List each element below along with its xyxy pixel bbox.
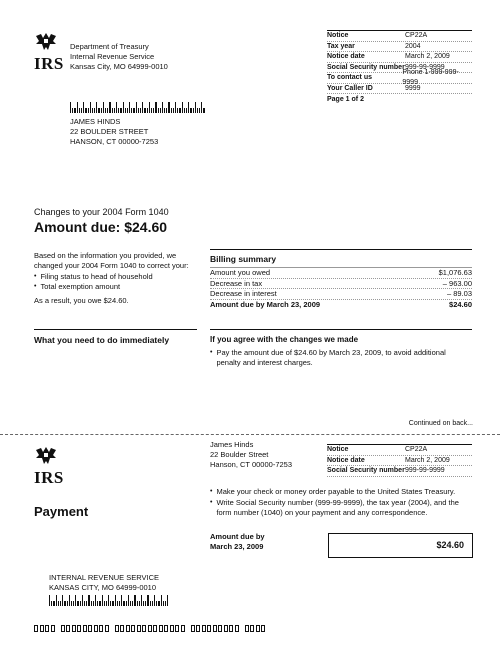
ocr-char [115,625,119,632]
barcode-bar [80,601,81,606]
barcode-bar [164,108,165,113]
ocr-char [45,625,49,632]
barcode-bar [168,102,169,113]
barcode-bar [128,595,129,606]
barcode-bar [67,601,68,606]
intro-text-block [34,251,194,306]
due-label-line: Amount due by [210,532,265,541]
barcode-bar [92,108,93,113]
barcode-bar [95,595,96,606]
ocr-char [34,625,38,632]
ocr-char [159,625,163,632]
barcode-bar [147,595,148,606]
ocr-char [175,625,179,632]
barcode-bar [69,595,70,606]
ocr-char [207,625,211,632]
notice-info-table [327,30,472,104]
irs-postal-barcode [49,595,168,606]
barcode-bar [103,102,104,113]
barcode-bar [75,595,76,606]
eagle-icon [34,32,58,52]
barcode-bar [150,601,151,606]
barcode-bar [165,601,166,606]
barcode-bar [127,108,128,113]
barcode-bar [96,102,97,113]
barcode-bar [101,108,102,113]
barcode-bar [156,601,157,606]
dept-line: Internal Revenue Service [70,51,155,61]
billing-total-row: Amount due by March 23, 2009 $24.60 [210,300,472,310]
intro-result: As a result, you owe $24.60. [34,295,129,305]
payer-address [210,440,292,470]
barcode-bar [193,108,194,113]
postal-barcode [70,102,205,113]
info-row: Notice date March 2, 2009 [327,52,472,63]
barcode-bar [147,108,148,113]
payment-instructions [210,487,472,518]
payer-line: Hanson, CT 00000-7253 [210,460,293,470]
barcode-bar [203,108,204,113]
ocr-char [137,625,141,632]
barcode-bar [197,108,198,113]
barcode-bar [99,601,100,606]
ocr-char [256,625,260,632]
barcode-bar [171,108,172,113]
payment-due-label [210,532,265,552]
barcode-bar [134,595,135,606]
barcode-bar [56,595,57,606]
ocr-char [126,625,130,632]
barcode-bar [149,102,150,113]
ocr-char [224,625,228,632]
action-bullet: • Pay the amount due of $24.60 by March 23, 2009, to avoid additional penalty and interest charges. [210,347,446,367]
ocr-char [250,625,254,632]
payment-irs-logo [34,446,64,486]
barcode-bar [182,102,183,113]
barcode-bar [123,102,124,113]
barcode-bar [139,601,140,606]
tear-line [0,434,500,435]
due-label-line: March 23, 2009 [210,542,264,552]
payment-info-table [327,444,472,477]
payer-line: James Hinds [210,440,254,449]
barcode-bar [79,108,80,113]
billing-row: Amount you owed $1,076.63 [210,268,472,278]
barcode-bar [117,601,118,606]
barcode-bar [60,601,61,606]
action-subtitle: If you agree with the changes we made [210,335,359,344]
action-block [210,335,472,368]
ocr-char [66,625,70,632]
billing-row: Decrease in interest – 89.03 [210,289,472,299]
eagle-icon [34,446,58,466]
billing-summary [210,249,472,310]
barcode-bar [114,108,115,113]
barcode-bar [112,601,113,606]
ocr-group [245,625,266,632]
irs-logo-text: IRS [34,468,64,488]
barcode-bar [125,108,126,113]
ocr-char [191,625,195,632]
barcode-bar [177,108,178,113]
ocr-char [51,625,55,632]
barcode-bar [93,601,94,606]
ocr-group [115,625,185,632]
ocr-char [148,625,152,632]
barcode-bar [133,108,134,113]
billing-row: Decrease in tax – 963.00 [210,278,472,288]
ocr-char [153,625,157,632]
barcode-bar [77,102,78,113]
divider [34,329,197,330]
barcode-bar [190,108,191,113]
ocr-char [77,625,81,632]
info-row: Social Security number 999-99-9999 [327,63,472,74]
ocr-char [99,625,103,632]
ocr-char [202,625,206,632]
barcode-bar [104,601,105,606]
ocr-char [61,625,65,632]
barcode-bar [49,595,50,606]
changes-title: Changes to your 2004 Form 1040 [34,207,169,217]
intro-bullet: • Filing status to head of household [34,272,153,282]
barcode-bar [131,108,132,113]
sender-address [70,42,168,71]
barcode-bar [144,108,145,113]
barcode-bar [167,595,168,606]
barcode-bar [162,102,163,113]
barcode-bar [64,601,65,606]
barcode-bar [71,601,72,606]
recipient-line: JAMES HINDS [70,117,121,126]
barcode-bar [143,601,144,606]
info-row: Notice date March 2, 2009 [327,456,472,467]
ocr-char [196,625,200,632]
barcode-bar [82,595,83,606]
barcode-bar [132,601,133,606]
barcode-bar [58,601,59,606]
barcode-bar [88,108,89,113]
barcode-bar [110,601,111,606]
intro-text: Based on the information you provided, we changed your 2004 Form 1040 to correct your: [34,251,189,271]
ocr-char [94,625,98,632]
barcode-bar [106,601,107,606]
dept-line: Kansas City, MO 64999-0010 [70,61,168,71]
barcode-bar [138,108,139,113]
barcode-bar [105,108,106,113]
barcode-bar [107,108,108,113]
irs-address-line: KANSAS CITY, MO 64999-0010 [49,583,156,593]
barcode-bar [142,102,143,113]
barcode-bar [140,108,141,113]
info-row: Your Caller ID 9999 [327,84,472,95]
ocr-char [213,625,217,632]
barcode-bar [161,595,162,606]
barcode-bar [53,601,54,606]
barcode-bar [81,108,82,113]
ocr-char [120,625,124,632]
barcode-bar [151,108,152,113]
ocr-scan-line [34,625,265,632]
barcode-bar [152,601,153,606]
barcode-bar [160,108,161,113]
barcode-bar [86,601,87,606]
barcode-bar [116,102,117,113]
barcode-bar [74,108,75,113]
barcode-bar [112,108,113,113]
barcode-bar [115,595,116,606]
ocr-char [170,625,174,632]
barcode-bar [88,595,89,606]
ocr-char [105,625,109,632]
barcode-bar [120,108,121,113]
divider [210,329,472,330]
amount-due-heading: Amount due: $24.60 [34,219,168,235]
barcode-bar [51,601,52,606]
payer-line: 22 Boulder Street [210,450,269,460]
barcode-bar [155,102,156,113]
info-row: Tax year 2004 [327,42,472,53]
ocr-char [229,625,233,632]
barcode-bar [136,102,137,113]
ocr-char [83,625,87,632]
barcode-bar [118,108,119,113]
irs-logo-text: IRS [34,54,64,74]
ocr-char [235,625,239,632]
dept-line: Department of Treasury [70,42,149,51]
barcode-bar [145,601,146,606]
barcode-bar [119,601,120,606]
barcode-bar [129,102,130,113]
ocr-char [131,625,135,632]
action-title: What you need to do immediately [34,335,170,345]
barcode-bar [73,601,74,606]
barcode-bar [137,601,138,606]
barcode-bar [108,595,109,606]
irs-mailing-address [49,573,159,593]
info-row: Notice CP22A [327,31,472,42]
barcode-bar [141,595,142,606]
barcode-bar [98,108,99,113]
barcode-bar [126,601,127,606]
info-row: Social Security number 999-99-9999 [327,466,472,477]
barcode-bar [188,102,189,113]
recipient-line: 22 BOULDER STREET [70,127,149,137]
barcode-bar [121,595,122,606]
barcode-bar [186,108,187,113]
billing-title: Billing summary [210,254,277,264]
irs-address-line: INTERNAL REVENUE SERVICE [49,573,160,582]
barcode-bar [77,601,78,606]
barcode-bar [179,108,180,113]
barcode-bar [94,108,95,113]
info-row: Notice CP22A [327,445,472,456]
barcode-bar [158,108,159,113]
ocr-char [88,625,92,632]
barcode-bar [154,595,155,606]
irs-logo [34,32,64,72]
ocr-char [245,625,249,632]
payment-bullet: • Write Social Security number (999-99-9999), the tax year (2004), and the form number (1040) on your payment and any correspondence. [210,498,459,518]
barcode-bar [130,601,131,606]
barcode-bar [201,102,202,113]
barcode-bar [91,601,92,606]
recipient-address [70,117,158,147]
barcode-bar [184,108,185,113]
ocr-char [142,625,146,632]
barcode-bar [83,102,84,113]
payment-bullet: • Make your check or money order payable to the United States Treasury. [210,487,456,496]
ocr-char [218,625,222,632]
recipient-line: HANSON, CT 00000-7253 [70,137,159,147]
continued-note: Continued on back... [408,420,473,427]
barcode-bar [85,108,86,113]
ocr-char [72,625,76,632]
page-label: Page 1 of 2 [327,96,364,103]
payment-title: Payment [34,504,89,519]
barcode-bar [72,108,73,113]
barcode-bar [84,601,85,606]
barcode-bar [199,108,200,113]
barcode-bar [175,102,176,113]
barcode-bar [123,601,124,606]
ocr-char [181,625,185,632]
intro-bullet: • Total exemption amount [34,282,121,292]
amount-enclosed-value: $24.60 [436,540,464,551]
barcode-bar [62,595,63,606]
ocr-group [191,625,239,632]
ocr-group [34,625,55,632]
ocr-group [61,625,109,632]
barcode-bar [90,102,91,113]
amount-enclosed-box[interactable] [328,533,473,558]
barcode-bar [97,601,98,606]
barcode-bar [70,102,71,113]
info-row: To contact us Phone 1-999-999-9999 [327,73,472,84]
barcode-bar [173,108,174,113]
ocr-char [40,625,44,632]
barcode-bar [153,108,154,113]
ocr-char [164,625,168,632]
barcode-bar [102,595,103,606]
barcode-bar [163,601,164,606]
ocr-char [261,625,265,632]
barcode-bar [109,102,110,113]
barcode-bar [195,102,196,113]
barcode-bar [158,601,159,606]
barcode-bar [166,108,167,113]
